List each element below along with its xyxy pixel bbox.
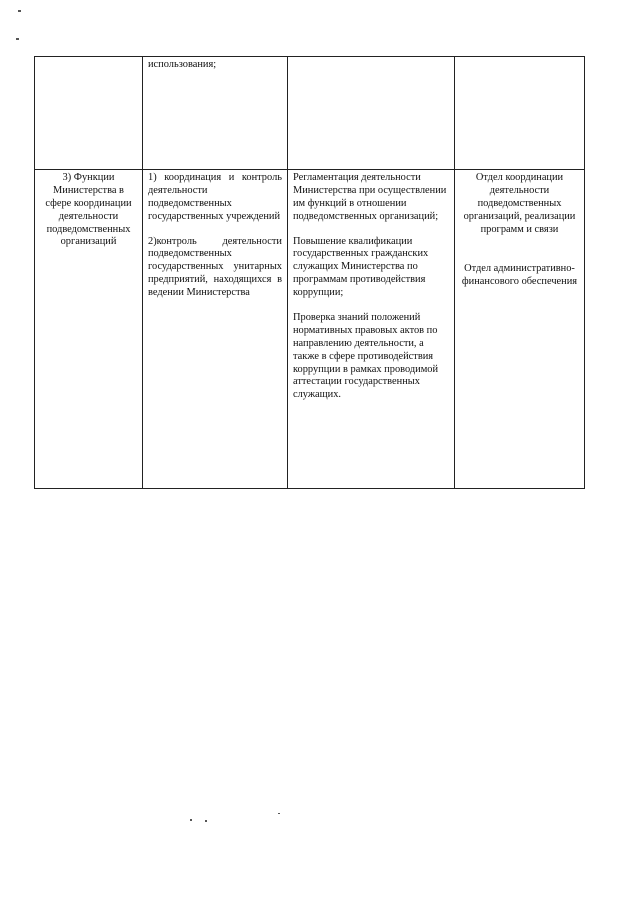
cell-function-title <box>35 170 143 489</box>
anticorruption-measures-table <box>34 56 585 489</box>
table-row-continued <box>35 57 585 170</box>
table-row-coordination <box>35 170 585 489</box>
cell-functions-continued <box>143 57 288 170</box>
scan-speck <box>18 10 21 12</box>
function-item: 1) координация и контроль деятельности подведомственных государственных учреждений <box>148 172 282 222</box>
cell-measures-empty <box>288 57 455 170</box>
measure-item: Регламентация деятельности Министерства при осуществлении им функций в отношении подведомственных организаций; <box>293 172 447 222</box>
cell-responsible <box>455 170 585 489</box>
responsible-unit: Отдел координации деятельности подведомственных организаций, реализации программ и связи <box>463 172 576 235</box>
scan-speck <box>278 813 280 814</box>
measure-item: Проверка знаний положений нормативных правовых актов по направлению деятельности, а также в сфере противодействия коррупции в рамках проводимой аттестации государственных служащих. <box>293 312 439 401</box>
functions-continued-text: использования; <box>148 59 217 70</box>
function-item: 2)контроль деятельности подведомственных государственных унитарных предприятий, находящихся в ведении Министерства <box>148 235 282 299</box>
scan-speck <box>16 38 19 40</box>
cell-responsible-empty <box>455 57 585 170</box>
cell-functions <box>143 170 288 489</box>
responsible-unit: Отдел административно-финансового обеспечения <box>461 263 578 288</box>
function-title-text: 3) Функции Министерства в сфере координации деятельности подведомственных организаций <box>45 172 132 248</box>
scan-speck <box>205 820 207 822</box>
measure-item: Повышение квалификации государственных гражданских служащих Министерства по программам противодействия коррупции; <box>293 235 429 299</box>
cell-function-empty <box>35 57 143 170</box>
scan-speck <box>190 819 192 821</box>
cell-measures <box>288 170 455 489</box>
